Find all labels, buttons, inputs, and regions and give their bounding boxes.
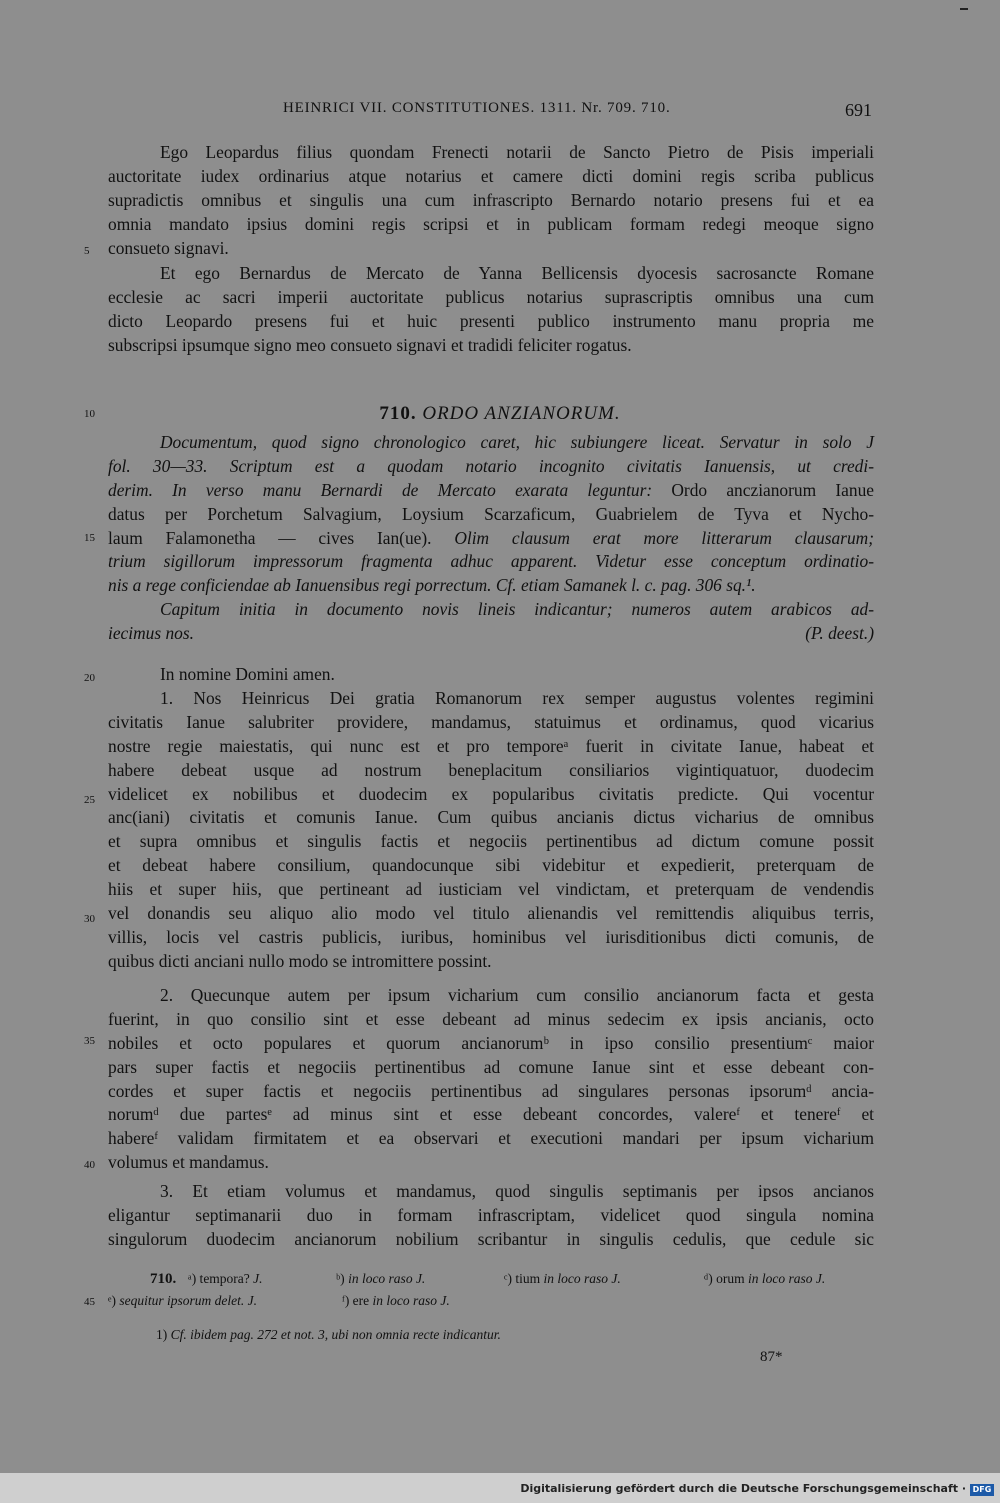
text-line: et debeat habere consilium, quandocunque sibi videbitur et expedierit, preterquam de [108, 855, 874, 876]
text-line: nis a rege conficiendae ab Ianuensibus regi porrectum. Cf. etiam Samanek l. c. pag. 306 sq.¹. [108, 575, 756, 596]
signature-mark: 87* [760, 1349, 783, 1365]
text-line: anc(iani) civitatis et comunis Ianue. Cum quibus ancianis dictus vicharius de omnibus [108, 807, 874, 828]
apparatus-note: ᶠ) ere in loco raso J. [342, 1293, 450, 1308]
apparatus-line [108, 1290, 874, 1312]
section-2 [108, 984, 874, 1175]
source-note: (P. deest.) [805, 623, 874, 644]
text-line: nostre regie maiestatis, qui nunc est et pro temporeᵃ fuerit in civitate Ianue, habeat et [108, 735, 874, 756]
section-3 [108, 1180, 874, 1252]
text-line: hiis et super hiis, que pertineant ad iusticiam vel vindictam, et preterquam de vendendis [108, 879, 874, 900]
text-line: In nomine Domini amen. [160, 664, 335, 684]
text-line: villis, locis vel castris publicis, iuribus, hominibus vel iurisditionibus dicti comunis, de [108, 926, 874, 947]
margin-line-number: 20 [84, 672, 95, 684]
text-line: fol. 30—33. Scriptum est a quodam notario incognito civitatis Ianuensis, ut credi- [108, 455, 874, 476]
text-line: cordes et super factis et negociis pertinentibus ad singulares personas ipsorumᵈ ancia- [108, 1080, 874, 1101]
apparatus-label: 710. [150, 1271, 177, 1287]
text-line: civitatis Ianue salubriter providere, mandamus, statuimus et ordinamus, quod vicarius [108, 711, 874, 732]
section-1 [108, 687, 874, 974]
document-heading [0, 403, 1000, 425]
text-line: supradictis omnibus et singulis una cum infrascripto Bernardo notario presens fui et ea [108, 189, 874, 210]
footnote-line: 1) Cf. ibidem pag. 272 et not. 3, ubi non omnia recte indicantur. [156, 1327, 501, 1342]
margin-line-number: 45 [84, 1296, 95, 1308]
text-line: vel donandis seu aliquo alio modo vel titulo alienandis vel remittendis aliquibus terris, [108, 903, 874, 924]
apparatus-line [108, 1268, 874, 1290]
footer-credit: Digitalisierung gefördert durch die Deutsche Forschungsgemeinschaft · [520, 1482, 966, 1495]
text-line: Documentum, quod signo chronologico caret, hic subiungere liceat. Servatur in solo J [160, 432, 874, 452]
text-line: ecclesie ac sacri imperii auctoritate publicus notarius suprascriptis omnibus una cum [108, 286, 874, 307]
margin-line-number: 10 [84, 408, 95, 420]
margin-line-number: 5 [84, 245, 90, 257]
footnote [156, 1324, 856, 1346]
apparatus-note: ᶜ) tium in loco raso J. [504, 1271, 621, 1286]
apparatus-note: ᵃ) tempora? J. [188, 1271, 263, 1286]
text-line: habereᶠ validam firmitatem et ea observari et executioni mandari per ipsum vicharium [108, 1128, 874, 1149]
text-line: auctoritate iudex ordinarius atque notarius et camere dicti domini regis scriba publicus [108, 165, 874, 186]
text-line: norumᵈ due partesᵉ ad minus sint et esse debeant concordes, valereᶠ et tenereᶠ et [108, 1104, 874, 1125]
text-line: 2. Quecunque autem per ipsum vicharium cum consilio ancianorum facta et gesta [160, 985, 874, 1005]
margin-line-number: 35 [84, 1035, 95, 1047]
text-line: pars super factis et negociis pertinentibus ad comune Ianue sint et esse debeant con- [108, 1056, 874, 1077]
margin-line-number: 25 [84, 794, 95, 806]
paragraph-leopardus [108, 141, 874, 260]
text-line: derim. In verso manu Bernardi de Mercato exarata leguntur: Ordo anczianorum Ianue [108, 479, 874, 500]
invocation [108, 663, 874, 687]
apparatus-note: ᵇ) in loco raso J. [336, 1271, 426, 1286]
text-line: datus per Porchetum Salvagium, Loysium Scarzaficum, Guabrielem de Tyva et Nycho- [108, 503, 874, 524]
paragraph-bernardus [108, 262, 874, 358]
text-line: 1. Nos Heinricus Dei gratia Romanorum rex semper augustus volentes regimini [160, 688, 874, 708]
critical-apparatus [108, 1268, 874, 1312]
text-line: Et ego Bernardus de Mercato de Yanna Bellicensis dyocesis sacrosancte Romane [160, 263, 874, 283]
apparatus-note: ᵉ) sequitur ipsorum delet. J. [108, 1293, 257, 1308]
running-title: HEINRICI VII. CONSTITUTIONES. 1311. Nr. 709. 710. [283, 100, 671, 116]
document-title: ORDO ANZIANORUM. [422, 403, 621, 424]
scan-corner-mark [960, 8, 968, 10]
text-line: volumus et mandamus. [108, 1152, 269, 1173]
margin-line-number: 15 [84, 532, 95, 544]
text-line: videlicet ex nobilibus et duodecim ex popularibus civitatis predicte. Qui vocentur [108, 783, 874, 804]
text-line: Capitum initia in documento novis lineis indicantur; numeros autem arabicos ad- [160, 599, 874, 620]
text-line: singulorum duodecim ancianorum nobilium scribantur in singulis cedulis, que cedule sic [108, 1228, 874, 1249]
text-line: subscripsi ipsumque signo meo consueto signavi et tradidi feliciter rogatus. [108, 334, 632, 355]
text-line: iecimus nos. (P. deest.) [108, 622, 874, 646]
text-line: laum Falamonetha — cives Ian(ue). Olim clausum erat more litterarum clausarum; [108, 527, 874, 548]
text-line: nobiles et octo populares et quorum ancianorumᵇ in ipso consilio presentiumᶜ maior [108, 1032, 874, 1053]
text-line: 3. Et etiam volumus et mandamus, quod singulis septimanis per ipsos ancianos [160, 1181, 874, 1201]
text-line: Ego Leopardus filius quondam Frenecti notarii de Sancto Pietro de Pisis imperiali [160, 142, 874, 162]
page-number: 691 [845, 100, 872, 120]
footer-bar [0, 1473, 1000, 1503]
margin-line-number: 30 [84, 913, 95, 925]
text-line: omnia mandato ipsius domini regis scripsi et in publicam formam redegi meoque signo [108, 213, 874, 234]
text-line: quibus dicti anciani nullo modo se intromittere possint. [108, 950, 492, 971]
dfg-logo[interactable]: DFG [970, 1484, 994, 1496]
text-line: dicto Leopardo presens fui et huic presenti publico instrumento manu propria me [108, 310, 874, 331]
text-line: et supra omnibus et singulis factis et negociis pertinentibus ad dictum comune possit [108, 831, 874, 852]
apparatus-note: ᵈ) orum in loco raso J. [704, 1271, 826, 1286]
text-line: fuerint, in quo consilio sint et esse debeant ad minus sedecim ex ipsis ancianis, octo [108, 1008, 874, 1029]
document-number: 710. [379, 403, 417, 424]
text-line: habere debeat usque ad nostrum beneplacitum consiliarios vigintiquatuor, duodecim [108, 759, 874, 780]
text-line: consueto signavi. [108, 237, 229, 258]
text-line: eligantur septimanarii duo in formam infrascriptam, videlicet quod singula nomina [108, 1204, 874, 1225]
text-line: trium sigillorum impressorum fragmenta adhuc apparent. Videtur esse conceptum ordinatio- [108, 551, 874, 572]
editorial-introduction [108, 431, 874, 646]
margin-line-number: 40 [84, 1159, 95, 1171]
